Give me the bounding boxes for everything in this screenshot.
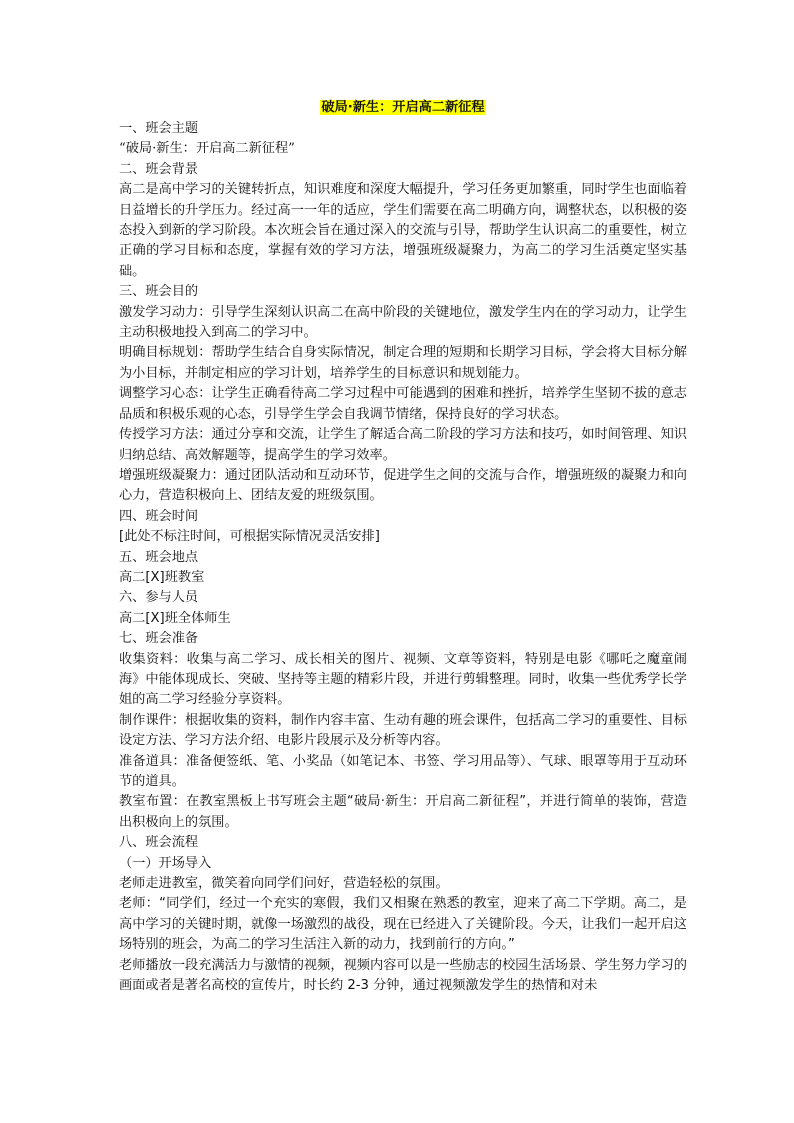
prep-props: 准备道具：准备便签纸、笔、小奖品（如笔记本、书签、学习用品等）、气球、眼罩等用于互动环节的道具。 <box>119 753 687 789</box>
purpose-goal-planning: 明确目标规划：帮助学生结合自身实际情况，制定合理的短期和长期学习目标，学会将大目标分解为小目标，并制定相应的学习计划，培养学生的目标意识和规划能力。 <box>119 345 687 381</box>
prep-materials: 收集资料：收集与高二学习、成长相关的图片、视频、文章等资料，特别是电影《哪吒之魔童闹海》中能体现成长、突破、坚持等主题的精彩片段，并进行剪辑整理。同时，收集一些优秀学长学姐的高二学习经验分享资料。 <box>119 651 687 708</box>
heading-participants: 六、参与人员 <box>119 590 199 606</box>
heading-purpose: 三、班会目的 <box>119 284 199 300</box>
heading-time: 四、班会时间 <box>119 508 199 524</box>
heading-opening: （一）开场导入 <box>119 855 212 871</box>
heading-location: 五、班会地点 <box>119 549 199 565</box>
document-blocks <box>119 119 687 996</box>
background-text: 高二是高中学习的关键转折点，知识难度和深度大幅提升，学习任务更加繁重，同时学生也面临着日益增长的升学压力。经过高一一年的适应，学生们需要在高二明确方向，调整状态，以积极的姿态投入到新的学习阶段。本次班会旨在通过深入的交流与引导，帮助学生认识高二的重要性，树立正确的学习目标和态度，掌握有效的学习方法，增强班级凝聚力，为高二的学习生活奠定坚实基础。 <box>119 182 687 279</box>
prep-courseware: 制作课件：根据收集的资料，制作内容丰富、生动有趣的班会课件，包括高二学习的重要性、目标设定方法、学习方法介绍、电影片段展示及分析等内容。 <box>119 712 687 749</box>
prep-classroom: 教室布置：在教室黑板上书写班会主题“破局·新生：开启高二新征程”，并进行简单的装饰，营造出积极向上的氛围。 <box>119 794 687 830</box>
time-text: [此处不标注时间，可根据实际情况灵活安排] <box>119 529 380 545</box>
purpose-methods: 传授学习方法：通过分享和交流，让学生了解适合高二阶段的学习方法和技巧，如时间管理、知识归纳总结、高效解题等，提高学生的学习效率。 <box>119 427 687 463</box>
purpose-mindset: 调整学习心态：让学生正确看待高二学习过程中可能遇到的困难和挫折，培养学生坚韧不拔的意志品质和积极乐观的心态，引导学生学会自我调节情绪，保持良好的学习状态。 <box>119 386 687 422</box>
heading-process: 八、班会流程 <box>119 835 199 851</box>
theme-text: “破局·新生：开启高二新征程” <box>119 141 295 157</box>
opening-enter: 老师走进教室，微笑着向同学们问好，营造轻松的氛围。 <box>119 876 449 892</box>
document-title: 破局·新生：开启高二新征程 <box>321 100 485 115</box>
opening-speech: 老师：“同学们，经过一个充实的寒假，我们又相聚在熟悉的教室，迎来了高二下学期。高二，是高中学习的关键时期，就像一场激烈的战役，现在已经进入了关键阶段。今天，让我们一起开启这场特别的班会，为高二的学习生活注入新的动力，找到前行的方向。” <box>119 896 687 953</box>
location-text: 高二[X]班教室 <box>119 569 205 585</box>
heading-background: 二、班会背景 <box>119 161 199 177</box>
heading-theme: 一、班会主题 <box>119 121 199 136</box>
purpose-cohesion: 增强班级凝聚力：通过团队活动和互动环节，促进学生之间的交流与合作，增强班级的凝聚力和向心力，营造积极向上、团结友爱的班级氛围。 <box>119 467 687 504</box>
participants-text: 高二[X]班全体师生 <box>119 610 231 626</box>
title-line <box>119 97 687 119</box>
purpose-motivation: 激发学习动力：引导学生深刻认识高二在高中阶段的关键地位，激发学生内在的学习动力，让学生主动积极地投入到高二的学习中。 <box>119 304 687 341</box>
document-body <box>119 97 687 996</box>
opening-video: 老师播放一段充满活力与激情的视频，视频内容可以是一些励志的校园生活场景、学生努力学习的画面或者是著名高校的宣传片，时长约 2-3 分钟，通过视频激发学生的热情和对未 <box>119 957 687 994</box>
heading-preparation: 七、班会准备 <box>119 631 199 647</box>
